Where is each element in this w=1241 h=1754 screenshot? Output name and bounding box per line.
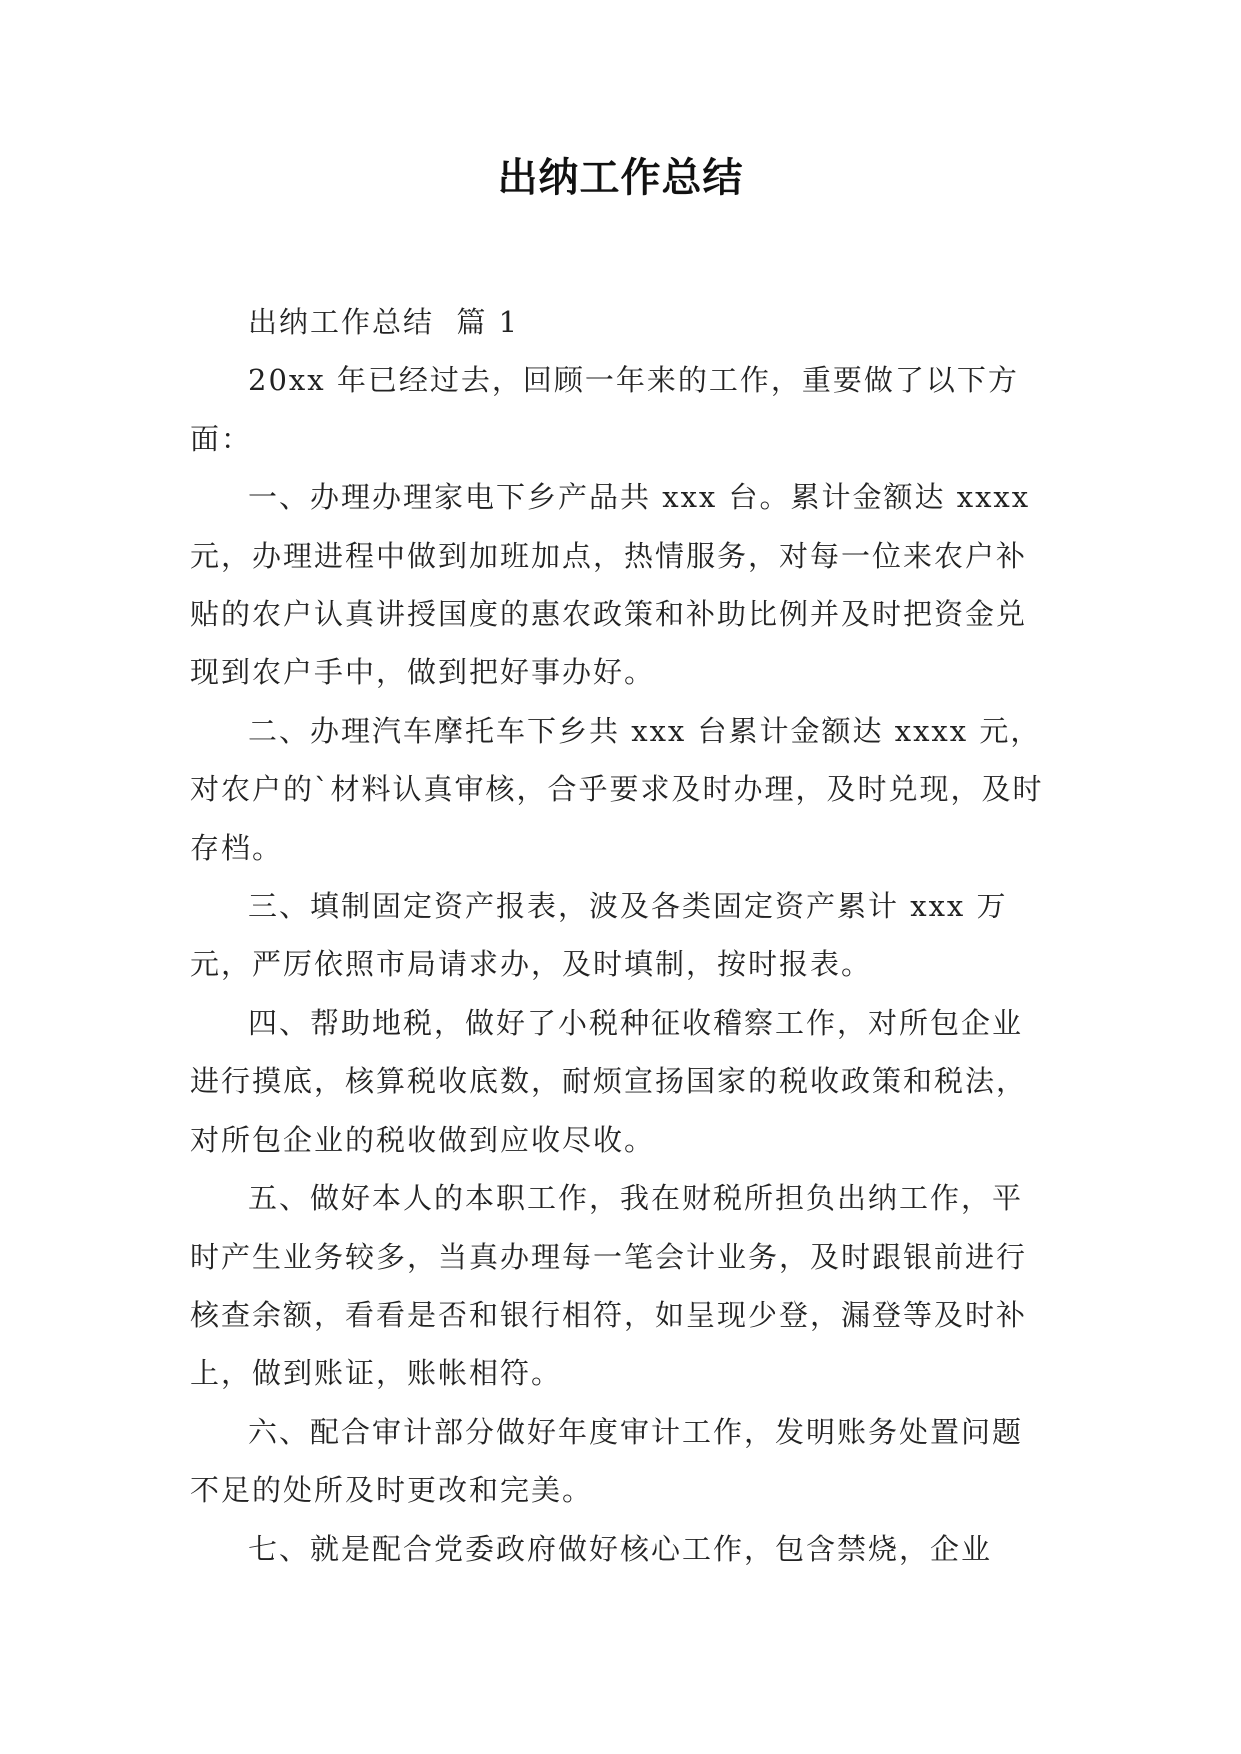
paragraph-item-7: 七、就是配合党委政府做好核心工作，包含禁烧，企业 (248, 1531, 993, 1566)
paragraph-intro: 20xx 年已经过去，回顾一年来的工作，重要做了以下方面： (190, 363, 1019, 456)
section-heading: 出纳工作总结 篇 1 (248, 305, 520, 339)
paragraph-item-1: 一、办理办理家电下乡产品共 xxx 台。累计金额达 xxxx 元，办理进程中做到加班加点，热情服务，对每一位来农户补贴的农户认真讲授国度的惠农政策和补助比例并及时把资金兑现到农户手中，做到把好事办好。 (190, 480, 1031, 690)
paragraph-item-4: 四、帮助地税，做好了小税种征收稽察工作，对所包企业进行摸底，核算税收底数，耐烦宣扬国家的税收政策和税法，对所包企业的税收做到应收尽收。 (190, 1005, 1028, 1157)
document-body (190, 293, 1050, 1578)
paragraph-item-3: 三、填制固定资产报表，波及各类固定资产累计 xxx 万元，严厉依照市局请求办，及时填制，按时报表。 (190, 889, 1008, 982)
paragraph-item-6: 六、配合审计部分做好年度审计工作，发明账务处置问题不足的处所及时更改和完美。 (190, 1414, 1024, 1508)
paragraph-item-2: 二、办理汽车摩托车下乡共 xxx 台累计金额达 xxxx 元，对农户的`材料认真审核，合乎要求及时办理，及时兑现，及时存档。 (190, 713, 1044, 865)
document-title: 出纳工作总结 (497, 155, 744, 201)
paragraph-item-5: 五、做好本人的本职工作，我在财税所担负出纳工作，平时产生业务较多，当真办理每一笔会计业务，及时跟银前进行核查余额，看看是否和银行相符，如呈现少登，漏登等及时补上，做到账证，账帐相符。 (190, 1181, 1028, 1391)
